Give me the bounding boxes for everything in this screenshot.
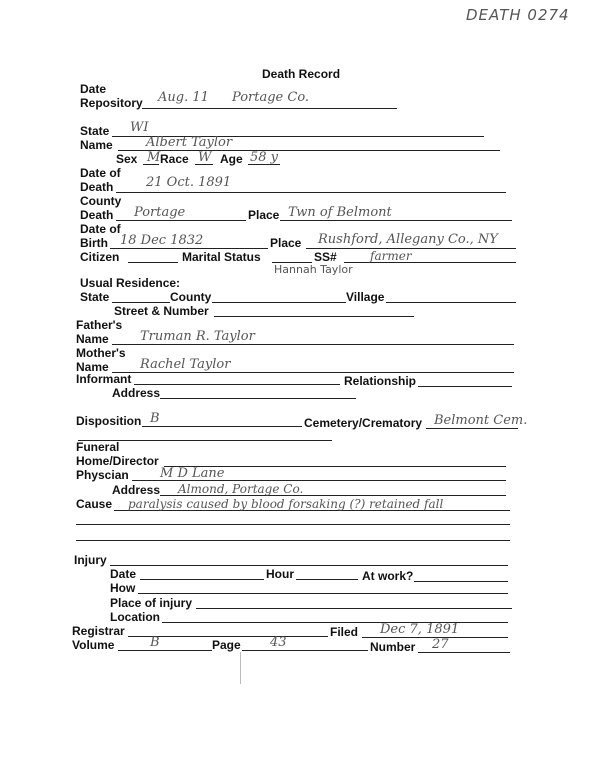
- label-funeral: Funeral: [76, 440, 120, 454]
- form-title: Death Record: [262, 67, 341, 81]
- label-ss: SS#: [314, 250, 337, 264]
- page-value[interactable]: 43: [270, 635, 287, 650]
- death-date-line: [116, 192, 506, 193]
- cause-line-3: [76, 540, 510, 541]
- document-id: DEATH 0274: [466, 6, 570, 24]
- label-registrar: Registrar: [72, 624, 125, 638]
- label-relationship: Relationship: [344, 374, 417, 388]
- label-date-of-death: Date of: [80, 166, 121, 180]
- repository-line: [142, 108, 397, 109]
- death-place-line: [280, 220, 512, 221]
- cause-line-2: [76, 524, 510, 525]
- label-birth-place: Place: [270, 236, 302, 250]
- label-father-name: Name: [76, 332, 109, 346]
- citizen-line: [128, 262, 178, 263]
- ss-note-value[interactable]: farmer: [370, 249, 412, 263]
- cemetery-value[interactable]: Belmont Cem.: [434, 413, 528, 428]
- volume-value[interactable]: B: [150, 635, 160, 650]
- relationship-line: [418, 386, 512, 387]
- label-sex: Sex: [116, 152, 138, 166]
- injury-line: [110, 565, 508, 566]
- hour-line: [296, 579, 358, 580]
- label-informant-address: Address: [112, 386, 161, 400]
- label-fathers: Father's: [76, 318, 123, 332]
- label-residence-county: County: [170, 290, 212, 304]
- label-date-of-birth: Date of: [80, 222, 121, 236]
- fold-mark: [240, 652, 241, 684]
- label-death-place: Place: [248, 208, 280, 222]
- label-marital-status: Marital Status: [182, 250, 261, 264]
- informant-line: [134, 384, 340, 385]
- mother-value[interactable]: Rachel Taylor: [140, 357, 231, 372]
- label-repository: Repository: [80, 96, 143, 110]
- label-residence-state: State: [80, 290, 110, 304]
- state-value[interactable]: WI: [130, 120, 149, 135]
- label-birth: Birth: [80, 236, 108, 250]
- label-number: Number: [370, 640, 416, 654]
- label-name: Name: [80, 138, 113, 152]
- father-value[interactable]: Truman R. Taylor: [140, 329, 255, 344]
- birth-place-value[interactable]: Rushford, Allegany Co., NY: [318, 232, 498, 247]
- label-location: Location: [110, 610, 160, 624]
- death-county-value[interactable]: Portage: [134, 205, 186, 220]
- label-page: Page: [212, 638, 241, 652]
- street-number-line: [214, 316, 414, 317]
- at-work-line: [414, 581, 508, 582]
- cemetery-line: [426, 428, 518, 429]
- label-mother-name: Name: [76, 360, 109, 374]
- number-line: [418, 652, 510, 653]
- label-street-number: Street & Number: [114, 304, 209, 318]
- label-injury: Injury: [74, 553, 107, 567]
- label-cause: Cause: [76, 497, 113, 511]
- spouse-note-value[interactable]: Hannah Taylor: [274, 263, 353, 276]
- repository-value[interactable]: Portage Co.: [232, 90, 310, 105]
- label-mothers: Mother's: [76, 346, 126, 360]
- birth-date-line: [110, 248, 268, 249]
- label-cemetery: Cemetery/Crematory: [304, 416, 423, 430]
- label-physician: Physcian: [76, 468, 129, 482]
- volume-line: [118, 650, 212, 651]
- label-county-death: Death: [80, 208, 114, 222]
- label-citizen: Citizen: [80, 250, 120, 264]
- label-how: How: [110, 581, 136, 595]
- birth-date-value[interactable]: 18 Dec 1832: [120, 233, 204, 248]
- death-place-value[interactable]: Twn of Belmont: [288, 205, 392, 220]
- label-volume: Volume: [72, 638, 115, 652]
- label-at-work: At work?: [362, 569, 414, 583]
- label-injury-date: Date: [110, 567, 137, 581]
- label-place-of-injury: Place of injury: [110, 596, 193, 610]
- residence-state-line: [112, 302, 170, 303]
- page-line: [242, 650, 368, 651]
- label-date: Date: [80, 82, 107, 96]
- name-value[interactable]: Albert Taylor: [146, 135, 233, 150]
- disposition-value[interactable]: B: [150, 411, 160, 426]
- label-filed: Filed: [330, 625, 359, 639]
- label-county: County: [80, 194, 122, 208]
- label-hour: Hour: [266, 567, 294, 581]
- age-value[interactable]: 58 y: [250, 150, 279, 165]
- father-name-line: [112, 344, 514, 345]
- repository-date-value[interactable]: Aug. 11: [158, 90, 209, 105]
- label-physician-address: Address: [112, 483, 161, 497]
- residence-county-line: [212, 302, 346, 303]
- place-of-injury-line: [196, 608, 512, 609]
- physician-value[interactable]: M D Lane: [160, 466, 225, 481]
- disposition-line: [142, 426, 302, 427]
- label-informant: Informant: [76, 372, 132, 386]
- death-county-line: [116, 220, 246, 221]
- label-race: Race: [160, 152, 189, 166]
- label-village: Village: [346, 290, 385, 304]
- sex-value[interactable]: M: [147, 150, 161, 165]
- cause-value[interactable]: paralysis caused by blood forsaking (?) retained fall: [128, 497, 444, 511]
- how-line: [138, 593, 508, 594]
- label-death: Death: [80, 180, 114, 194]
- filed-value[interactable]: Dec 7, 1891: [380, 622, 460, 637]
- death-date-value[interactable]: 21 Oct. 1891: [146, 175, 232, 190]
- label-home-director: Home/Director: [76, 454, 159, 468]
- number-value[interactable]: 27: [432, 637, 449, 652]
- label-state: State: [80, 124, 110, 138]
- race-value[interactable]: W: [198, 150, 212, 165]
- label-disposition: Disposition: [76, 414, 142, 428]
- mother-name-line: [112, 372, 514, 373]
- physician-address-value[interactable]: Almond, Portage Co.: [178, 482, 304, 496]
- injury-date-line: [140, 579, 264, 580]
- village-line: [386, 302, 516, 303]
- name-line: [118, 150, 500, 151]
- label-usual-residence: Usual Residence:: [80, 276, 181, 290]
- label-age: Age: [220, 152, 243, 166]
- informant-address-line: [160, 398, 356, 399]
